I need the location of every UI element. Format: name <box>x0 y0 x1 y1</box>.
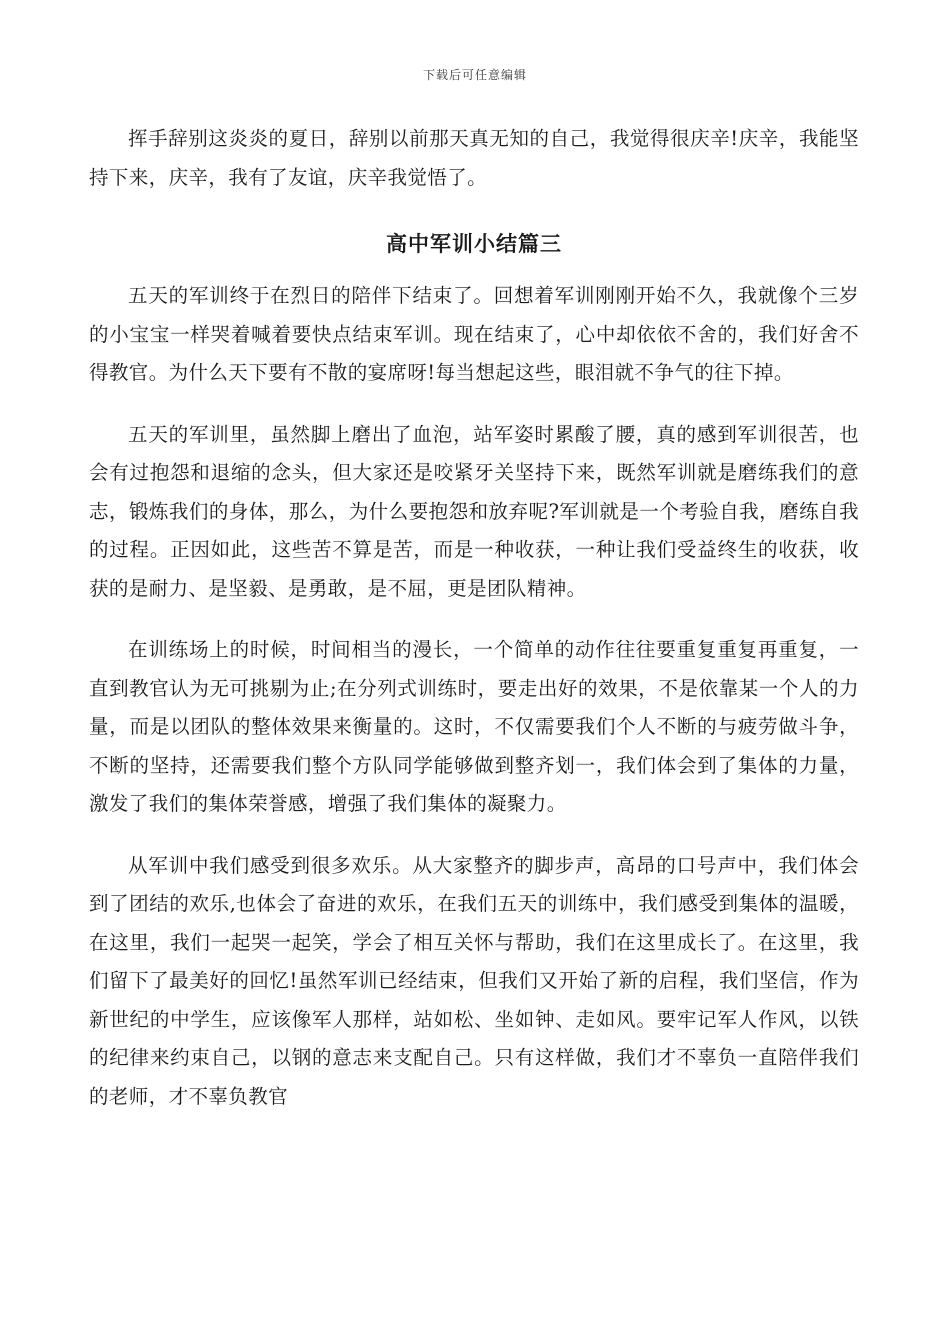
header-note: 下载后可任意编辑 <box>422 68 527 82</box>
body-paragraph-3: 在训练场上的时候，时间相当的漫长，一个简单的动作往往要重复重复再重复，一直到教官认为无可挑剔为止;在分列式训练时，要走出好的效果，不是依靠某一个人的力量，而是以团队的整体效果来衡量的。这时，不仅需要我们个人不断的与疲劳做斗争，不断的坚持，还需要我们整个方队同学能够做到整齐划一，我们体会到了集体的力量，激发了我们的集体荣誉感，增强了我们集体的凝聚力。 <box>89 638 859 815</box>
intro-paragraph: 挥手辞别这炎炎的夏日，辞别以前那天真无知的自己，我觉得很庆辛!庆辛，我能坚持下来，庆辛，我有了友谊，庆辛我觉悟了。 <box>89 127 859 189</box>
body-paragraph-1: 五天的军训终于在烈日的陪伴下结束了。回想着军训刚刚开始不久，我就像个三岁的小宝宝一样哭着喊着要快点结束军训。现在结束了，心中却依依不舍的，我们好舍不得教官。为什么天下要有不散的宴席呀!每当想起这些，眼泪就不争气的往下掉。 <box>89 284 859 384</box>
section-title: 高中军训小结篇三 <box>386 232 562 256</box>
document-body <box>89 120 859 1116</box>
body-paragraph-2: 五天的军训里，虽然脚上磨出了血泡，站军姿时累酸了腰，真的感到军训很苦，也会有过抱怨和退缩的念头，但大家还是咬紧牙关坚持下来，既然军训就是磨练我们的意志，锻炼我们的身体，那么，为什么要抱怨和放弃呢?军训就是一个考验自我，磨练自我的过程。正因如此，这些苦不算是苦，而是一种收获，一种让我们受益终生的收获，收获的是耐力、是坚毅、是勇敢，是不屈，更是团队精神。 <box>89 422 859 600</box>
body-paragraph-4: 从军训中我们感受到很多欢乐。从大家整齐的脚步声，高昂的口号声中，我们体会到了团结的欢乐,也体会了奋进的欢乐，在我们五天的训练中，我们感受到集体的温暖，在这里，我们一起哭一起笑，学会了相互关怀与帮助，我们在这里成长了。在这里，我们留下了最美好的回忆!虽然军训已经结束，但我们又开始了新的启程，我们坚信，作为新世纪的中学生，应该像军人那样，站如松、坐如钟、走如风。要牢记军人作风，以铁的纪律来约束自己，以钢的意志来支配自己。只有这样做，我们才不辜负一直陪伴我们的老师，才不辜负教官 <box>89 853 859 1108</box>
